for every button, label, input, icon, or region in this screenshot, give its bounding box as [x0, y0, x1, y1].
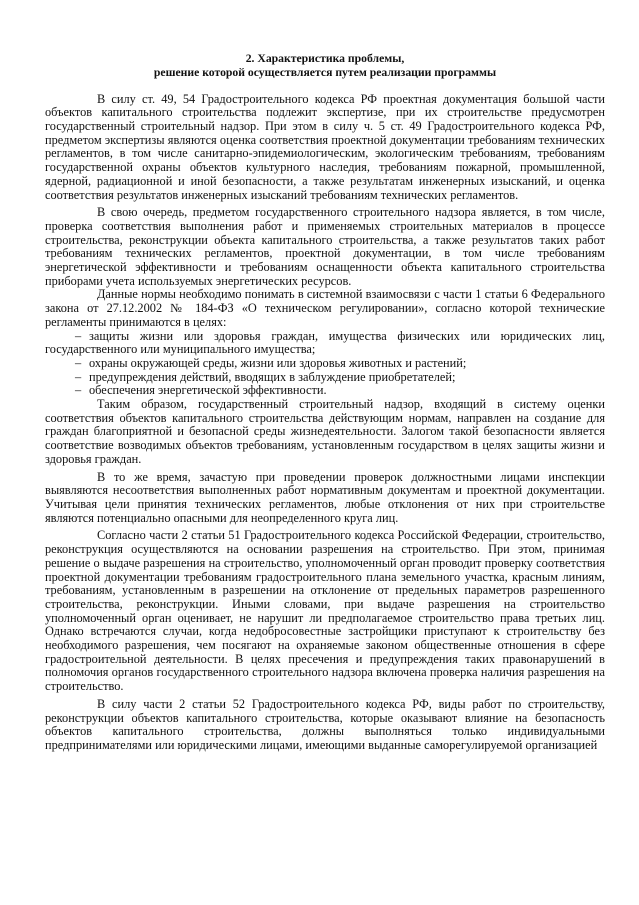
paragraph-supervision-subject: В свою очередь, предметом государственного строительного надзора является, в том числе, проверка соответствия выполнения работ и применяемых строительных материалов в процессе строительства, реконструкции объекта капитального строительства, а также результатов таких работ требованиям технических регламентов, проектной документации, в том числе требованиям энергетической эффективности и требованиям оснащенности объекта капитального строительства приборами учета используемых энергетических ресурсов. — [45, 205, 605, 288]
goals-list-item: – защиты жизни или здоровья граждан, имущества физических или юридических лиц, государственного или муниципального имущества; — [45, 330, 605, 357]
goals-list-item: – предупреждения действий, вводящих в заблуждение приобретателей; — [45, 371, 605, 385]
goals-list — [45, 330, 605, 399]
section-heading — [45, 52, 605, 80]
paragraph-sro-admission: В силу части 2 статьи 52 Градостроительного кодекса РФ, виды работ по строительству, реконструкции объектов капитального строительства, которые оказывают влияние на безопасность объектов капитального строительства, должны выполняться только индивидуальными предпринимателями или юридическими лицами, имеющими выданные саморегулируемой организацией — [45, 696, 605, 752]
paragraph-building-permit: Согласно части 2 статьи 51 Градостроительного кодекса Российской Федерации, строительство, реконструкция осуществляются на основании разрешения на строительство. При этом, принимая решение о выдаче разрешения на строительство, уполномоченный орган проводит проверку соответствия проектной документации требованиям градостроительного плана земельного участка, красным линиям, требованиям, установленным в разрешении на отклонение от предельных параметров разрешенного строительства, реконструкции. Иными словами, при выдаче разрешения на строительство уполномоченный орган оценивает, не нарушит ли предполагаемое строительство права третьих лиц. Однако встречаются случаи, когда недобросовестные застройщики приступают к строительству без необходимого разрешения, чем посягают на охраняемые законом общественные отношения в сфере градостроительной деятельности. В целях пресечения и предупреждения таких правонарушений в полномочия органов государственного строительного надзора включена проверка наличия разрешения на строительство. — [45, 528, 605, 694]
section-heading-line-1: 2. Характеристика проблемы, — [245, 52, 405, 65]
paragraph-expertise: В силу ст. 49, 54 Градостроительного кодекса РФ проектная документация большой части объектов капитального строительства подлежит экспертизе, при их строительстве предусмотрен государственный строительный надзор. При этом в силу ч. 5 ст. 49 Градостроительного кодекса РФ, предметом экспертизы являются оценка соответствия проектной документации требованиям технических регламентов, в том числе санитарно-эпидемиологическим, экологическим требованиям, требованиям государственной охраны объектов культурного наследия, требованиям пожарной, промышленной, ядерной, радиационной и иной безопасности, а также результатам инженерных изысканий, и оценка соответствия результатов инженерных изысканий требованиям технических регламентов. — [45, 91, 605, 202]
paragraph-inspection-violations: В то же время, зачастую при проведении проверок должностными лицами инспекции выявляются несоответствия выполненных работ нормативным документам и проектной документации. Учитывая цели принятия технических регламентов, любые отклонения от них при строительстве являются потенциально опасными для неопределенного круга лиц. — [45, 469, 605, 525]
paragraph-safe-environment: Таким образом, государственный строительный надзор, входящий в систему оценки соответствия объектов капитального строительства действующим нормам, направлен на создание для граждан благоприятной и безопасной среды жизнедеятельности. Залогом такой безопасности является соответствие возводимых объектов требованиям, установленным государством в целях защиты жизни и здоровья граждан. — [45, 397, 605, 466]
goals-list-item: – обеспечения энергетической эффективности. — [45, 384, 605, 398]
paragraph-technical-regulation: Данные нормы необходимо понимать в системной взаимосвязи с части 1 статьи 6 Федерального закона от 27.12.2002 № 184-ФЗ «О техническом регулировании», согласно которой технические регламенты принимаются в целях: — [45, 287, 605, 329]
goals-list-item: – охраны окружающей среды, жизни или здоровья животных и растений; — [45, 357, 605, 371]
section-heading-line-2: решение которой осуществляется путем реализации программы — [153, 65, 497, 79]
